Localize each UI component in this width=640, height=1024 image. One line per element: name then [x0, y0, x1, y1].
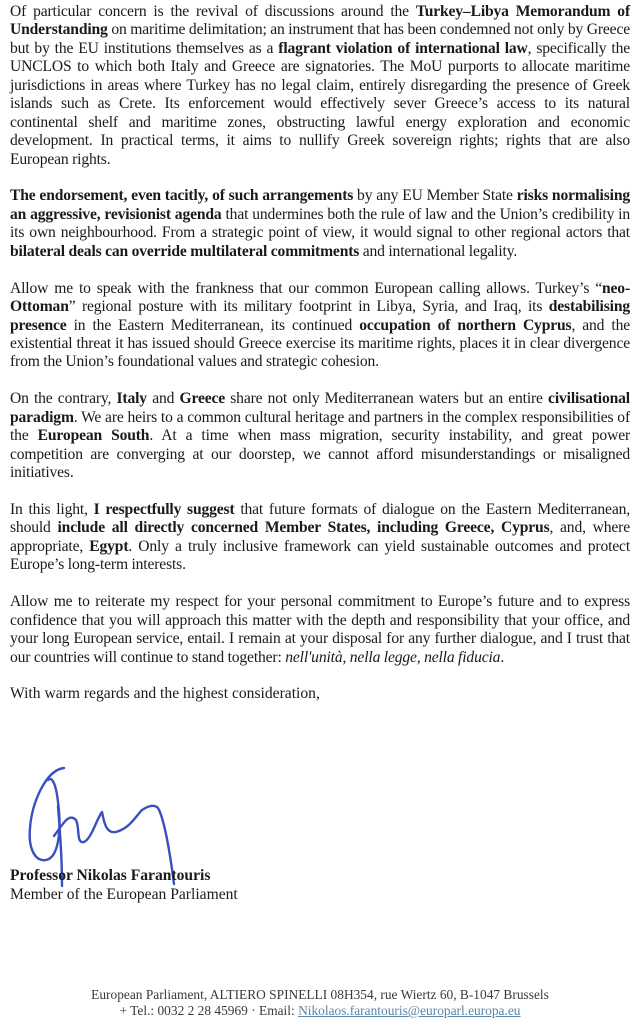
letter-paragraph	[10, 280, 630, 372]
text-run: On the contrary,	[10, 390, 117, 408]
text-run: . At a time when mass migration, security instability, and great power competition are converging at our doorstep, we cannot afford misunderstandings or misaligned initiatives.	[10, 427, 631, 482]
bold-text: European South	[37, 427, 150, 445]
letter-paragraph	[10, 593, 630, 667]
signer-block	[10, 866, 238, 904]
text-run: share not only Mediterranean waters but an entire	[225, 390, 549, 408]
letter-body	[10, 3, 630, 704]
bold-text: flagrant violation of international law	[278, 39, 528, 57]
text-run: Of particular concern is the revival of discussions around the	[10, 3, 416, 20]
text-run: that undermines both the rule of law and the Union’s credibility in its own neighbourhood. From a strategic point of view, it would signal to other regional actors that	[10, 205, 630, 242]
footer-address: European Parliament, ALTIERO SPINELLI 08H354, rue Wiertz 60, B-1047 Brussels	[91, 987, 549, 1002]
text-run: In this light,	[10, 500, 94, 518]
letterhead-footer	[0, 987, 640, 1019]
text-run: on maritime delimitation; an instrument that has been condemned not only by Greece but by the EU institutions themselves as a	[10, 21, 630, 57]
letter-paragraph	[10, 3, 630, 169]
email-link[interactable]: Nikolaos.farantouris@europarl.europa.eu	[298, 1003, 521, 1018]
letter-paragraph	[10, 187, 630, 261]
bold-text: Italy	[116, 390, 147, 408]
text-run: in the Eastern Mediterranean, its continued	[66, 316, 360, 334]
text-run: .	[500, 648, 505, 666]
bold-text: I respectfully suggest	[93, 500, 235, 518]
text-run: . Only a truly inclusive framework can yield sustainable outcomes and protect Europe’s long-term interests.	[10, 537, 630, 574]
bold-text: bilateral deals can override multilateral commitments	[10, 242, 360, 260]
text-run: Allow me to reiterate my respect for your personal commitment to Europe’s future and to express confidence that you will approach this matter with the depth and responsibility that your office, and your long European service, entail. I remain at your disposal for any further dialogue, and I trust that our countries will continue to stand together:	[10, 593, 630, 666]
text-run: , and, where appropriate,	[10, 519, 630, 555]
signer-title: Member of the European Parliament	[10, 886, 238, 903]
text-run: , specifically the UNCLOS to which both Italy and Greece are signatories. The MoU purports to allocate maritime jurisdictions in areas where Turkey has no legal claim, entirely disregarding the presence of Greek islands such as Crete. Its enforcement would effectively sever Greece’s access to its natural continental shelf and maritime zones, obstructing lawful energy exploration and economic development. In practical terms, it aims to nullify Greek sovereign rights; rights that are also European rights.	[10, 39, 630, 168]
letter-paragraphs	[10, 3, 630, 667]
bold-text: occupation of northern Cyprus	[359, 316, 572, 334]
text-run: , and the existential threat it has issued should Greece exercise its maritime rights, places it in clear divergence from the Union’s foundational values and strategic cohesion.	[10, 316, 630, 371]
text-run: and	[146, 390, 180, 408]
bold-text: risks normalising an aggressive, revisionist agenda	[10, 187, 630, 223]
text-run: . We are heirs to a common cultural heritage and partners in the complex responsibilities of the	[10, 408, 630, 445]
signer-name: Professor Nikolas Farantouris	[10, 867, 211, 884]
bold-text: Greece	[179, 390, 226, 408]
text-run: ” regional posture with its military footprint in Libya, Syria, and Iraq, its	[68, 298, 549, 316]
bold-text: destabilising presence	[10, 298, 630, 334]
bold-text: include all directly concerned Member States, including Greece, Cyprus	[57, 519, 550, 537]
bold-text: civilisational paradigm	[10, 390, 630, 426]
bold-text: neo-Ottoman	[10, 279, 630, 316]
bold-text: Egypt	[89, 537, 129, 555]
text-run: by any EU Member State	[353, 187, 517, 205]
footer-contact	[0, 1003, 640, 1019]
italic-text: nell'unità, nella legge, nella fiducia	[285, 648, 501, 666]
bold-text: Turkey–Libya Memorandum of Understanding	[10, 3, 630, 39]
closing-line: With warm regards and the highest consideration,	[10, 685, 320, 703]
letter-paragraph	[10, 501, 630, 575]
text-run: Allow me to speak with the frankness that our common European calling allows. Turkey’s “	[10, 279, 603, 297]
letter-paragraph	[10, 390, 630, 482]
footer-telephone: + Tel.: 0032 2 28 45969 · Email:	[119, 1003, 299, 1018]
text-run: and international legality.	[359, 242, 518, 260]
text-run: that future formats of dialogue on the Eastern Mediterranean, should	[10, 500, 630, 537]
bold-text: The endorsement, even tacitly, of such arrangements	[10, 187, 354, 205]
